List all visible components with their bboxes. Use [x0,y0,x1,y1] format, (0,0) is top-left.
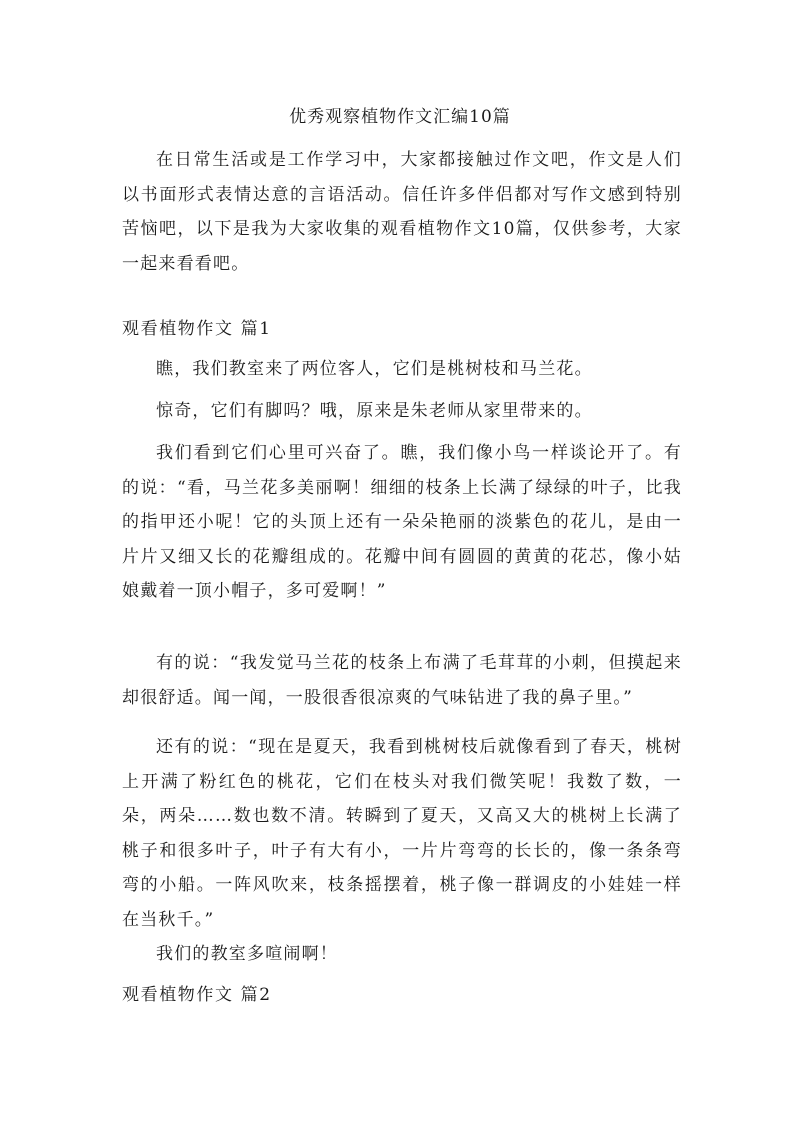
section-heading-2: 观看植物作文 篇2 [122,985,272,1005]
section1-paragraph-4: 有的说：“我发觉马兰花的枝条上布满了毛茸茸的小刺，但摸起来却很舒适。闻一闻，一股很香很凉爽的气味钻进了我的鼻子里。” [122,653,682,708]
section1-paragraph-1: 瞧，我们教室来了两位客人，它们是桃树枝和马兰花。 [156,359,593,379]
document-title: 优秀观察植物作文汇编10篇 [289,107,511,127]
section1-paragraph-3: 我们看到它们心里可兴奋了。瞧，我们像小鸟一样谈论开了。有的说：“看，马兰花多美丽啊！细细的枝条上长满了绿绿的叶子，比我的指甲还小呢！它的头顶上还有一朵朵艳丽的淡紫色的花儿，是由一片片又细又长的花瓣组成的。花瓣中间有圆圆的黄黄的花芯，像小姑娘戴着一顶小帽子，多可爱啊！” [122,443,682,602]
intro-paragraph: 在日常生活或是工作学习中，大家都接触过作文吧，作文是人们以书面形式表情达意的言语活动。信任许多伴侣都对写作文感到特别苦恼吧，以下是我为大家收集的观看植物作文10篇，仅供参考，大家一起来看看吧。 [122,150,682,274]
section1-paragraph-6: 我们的教室多喧闹啊！ [156,944,338,964]
section-heading-1: 观看植物作文 篇1 [122,319,272,339]
section1-paragraph-5: 还有的说：“现在是夏天，我看到桃树枝后就像看到了春天，桃树上开满了粉红色的桃花，它们在枝头对我们微笑呢！我数了数，一朵，两朵……数也数不清。转瞬到了夏天，又高又大的桃树上长满了桃子和很多叶子，叶子有大有小，一片片弯弯的长长的，像一条条弯弯的小船。一阵风吹来，枝条摇摆着，桃子像一群调皮的小娃娃一样在当秋千。” [122,737,682,930]
section1-paragraph-2: 惊奇，它们有脚吗？哦，原来是朱老师从家里带来的。 [156,401,593,421]
